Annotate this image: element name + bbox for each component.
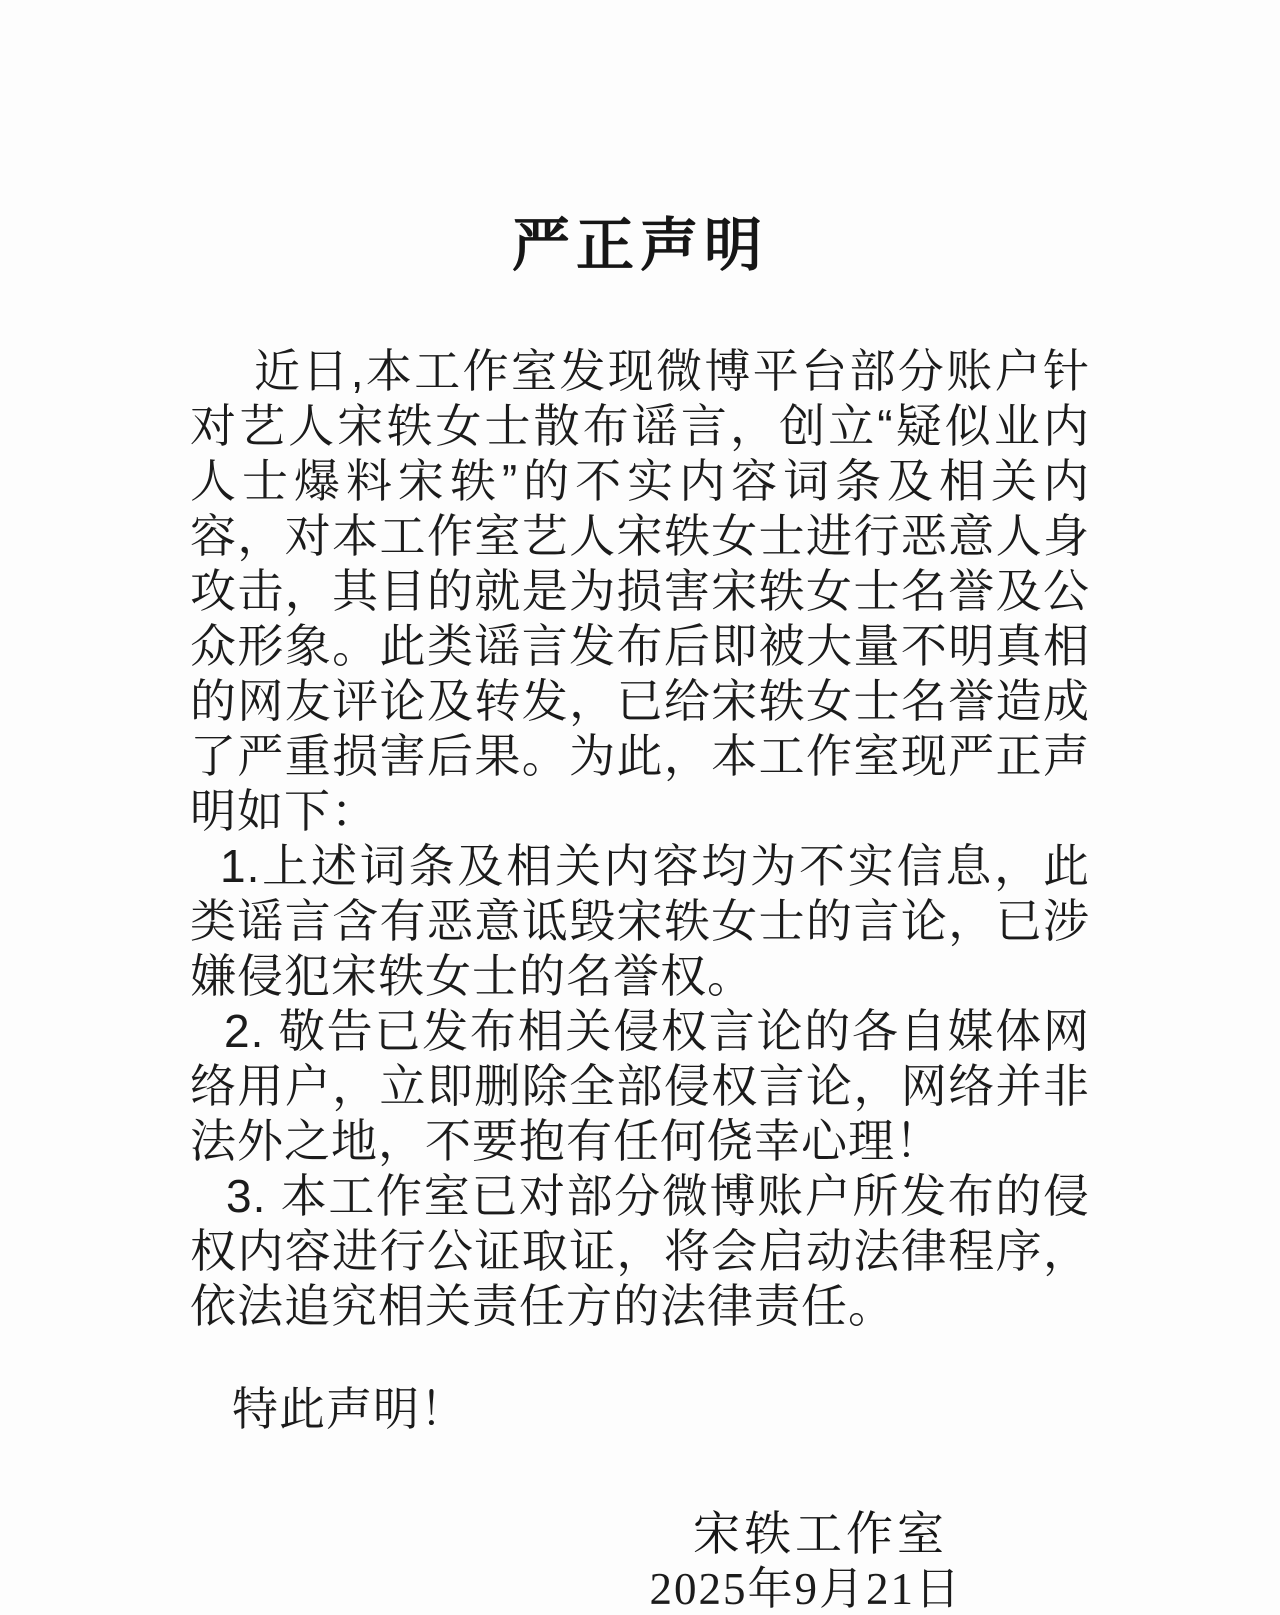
statement-title: 严正声明 (511, 213, 768, 278)
signature-line: 宋轶工作室 (693, 1507, 948, 1560)
signature-block (190, 1505, 1090, 1615)
statement-paragraph-point-2: 2. 敬告已发布相关侵权言论的各自媒体网络用户，立即删除全部侵权言论，网络并非法外之地，不要抱有任何侥幸心理！ (190, 1005, 1090, 1167)
statement-content (190, 0, 1090, 1615)
closing-line: 特此声明！ (232, 1383, 467, 1435)
statement-paragraph-point-1: 1.上述词条及相关内容均为不实信息，此类谣言含有恶意诋毁宋轶女士的言论，已涉嫌侵犯宋轶女士的名誉权。 (190, 840, 1090, 1002)
statement-paragraph-point-3: 3. 本工作室已对部分微博账户所发布的侵权内容进行公证取证，将会启动法律程序，依法追究相关责任方的法律责任。 (190, 1170, 1090, 1332)
date-line: 2025年9月21日 (649, 1564, 962, 1614)
statement-body (190, 344, 1090, 1334)
statement-paragraph-lead: 近日,本工作室发现微博平台部分账户针对艺人宋轶女士散布谣言，创立“疑似业内人士爆料宋轶”的不实内容词条及相关内容，对本工作室艺人宋轶女士进行恶意人身攻击，其目的就是为损害宋轶女士名誉及公众形象。此类谣言发布后即被大量不明真相的网友评论及转发，已给宋轶女士名誉造成了严重损害后果。为此，本工作室现严正声明如下： (190, 345, 1090, 837)
